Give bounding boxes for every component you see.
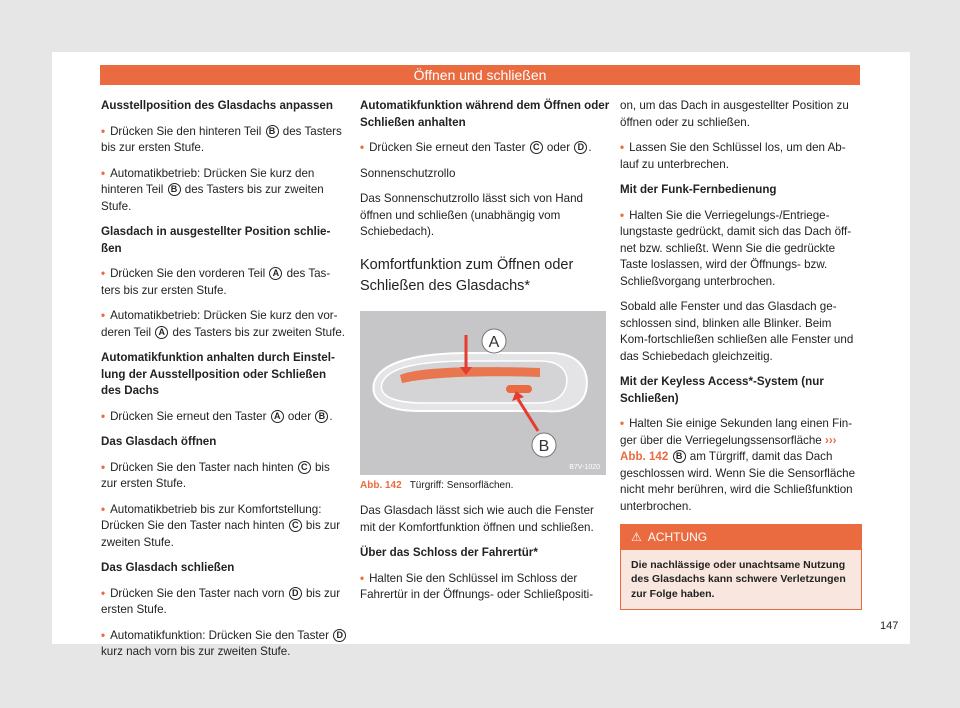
- bullet-item: • Drücken Sie den vorderen Teil A des Tas-ters bis zur ersten Stufe.: [101, 266, 349, 299]
- heading: Über das Schloss der Fahrertür*: [360, 546, 538, 559]
- badge-c: C: [530, 141, 543, 154]
- bullet-item: • Lassen Sie den Schlüssel los, um den Ab-lauf zu unterbrechen.: [620, 140, 862, 173]
- column-3: [620, 98, 862, 610]
- bullet-item: • Drücken Sie den hinteren Teil B des Tasters bis zur ersten Stufe.: [101, 124, 349, 157]
- bullet-item: • Drücken Sie erneut den Taster A oder B .: [101, 409, 349, 426]
- warning-header: ⚠ ACHTUNG: [621, 525, 861, 550]
- bullet-item: • Halten Sie die Verriegelungs-/Entriege-lungstaste gedrückt, damit sich das Dach öff-net bzw. schließt. Wenn Sie die gedrückte Taste loslassen, wird der Öffnungs- bzw. Schließvorgang unterbrochen.: [620, 208, 862, 291]
- page-number: 147: [880, 620, 899, 632]
- callout-b-label: B: [538, 437, 550, 455]
- bullet-item: • Drücken Sie den Taster nach vorn D bis zur ersten Stufe.: [101, 586, 349, 619]
- door-handle-figure: [360, 311, 606, 475]
- badge-b: B: [168, 183, 181, 196]
- badge-b: B: [315, 410, 328, 423]
- badge-b: B: [266, 125, 279, 138]
- heading: Sonnenschutzrollo: [360, 166, 456, 180]
- figure-code: B7V-1020: [569, 463, 600, 471]
- paragraph: Sobald alle Fenster und das Glasdach ge-schlossen sind, blinken alle Blinker. Beim Kom-fortschließen schließen alle Fenster und das Schiebedach gleichzeitig.: [620, 300, 854, 363]
- paragraph: Das Glasdach lässt sich wie auch die Fenster mit der Komfortfunktion öffnen und schließen.: [360, 504, 594, 534]
- badge-a: A: [269, 267, 282, 280]
- heading: Automatikfunktion anhalten durch Einstel-lung der Ausstellposition oder Schließen des Dachs: [101, 351, 335, 397]
- heading: Das Glasdach öffnen: [101, 435, 217, 448]
- heading: Glasdach in ausgestellter Position schlie-ßen: [101, 225, 331, 255]
- bullet-item: • Automatikbetrieb: Drücken Sie kurz den vor-deren Teil A des Tasters bis zur zweiten Stufe.: [101, 308, 349, 341]
- badge-a: A: [271, 410, 284, 423]
- badge-c: C: [289, 519, 302, 532]
- paragraph: Das Sonnenschutzrollo lässt sich von Hand öffnen und schließen (unabhängig vom Schiebedach).: [360, 192, 583, 238]
- bullet-item: • Drücken Sie den Taster nach hinten C bis zur ersten Stufe.: [101, 460, 349, 493]
- heading: Mit der Funk-Fernbedienung: [620, 183, 777, 196]
- paragraph: on, um das Dach in ausgestellter Position zu öffnen oder zu schließen.: [620, 99, 849, 129]
- heading: Das Glasdach schließen: [101, 561, 235, 574]
- heading: Automatikfunktion während dem Öffnen oder Schließen anhalten: [360, 99, 610, 129]
- warning-text: Die nachlässige oder unachtsame Nutzung des Glasdachs kann schwere Verletzungen zur Folge haben.: [621, 550, 861, 610]
- bullet-item: • Automatikfunktion: Drücken Sie den Taster D kurz nach vorn bis zur zweiten Stufe.: [101, 628, 349, 661]
- bullet-item: • Halten Sie einige Sekunden lang einen Fin-ger über die Verriegelungssensorfläche ››› Abb. 142 B am Türgriff, damit das Dach geschlossen wird. Wenn Sie die Sensorfläche nicht mehr berühren, wird die Schließfunktion unterbrochen.: [620, 416, 862, 515]
- heading: Mit der Keyless Access*-System (nur Schließen): [620, 375, 824, 405]
- column-2: [360, 98, 610, 613]
- badge-a: A: [155, 326, 168, 339]
- sensor-area-b: [506, 385, 532, 393]
- bullet-item: • Drücken Sie erneut den Taster C oder D .: [360, 140, 610, 157]
- callout-a-label: A: [488, 333, 500, 351]
- badge-c: C: [298, 461, 311, 474]
- section-title: Komfortfunktion zum Öffnen oder Schließen des Glasdachs*: [360, 256, 574, 294]
- page-header: Öffnen und schließen: [100, 65, 860, 85]
- warning-icon: ⚠: [631, 530, 642, 544]
- badge-d: D: [333, 629, 346, 642]
- badge-d: D: [289, 587, 302, 600]
- heading: Ausstellposition des Glasdachs anpassen: [101, 99, 333, 112]
- bullet-item: • Halten Sie den Schlüssel im Schloss der Fahrertür in der Öffnungs- oder Schließpositi-: [360, 571, 610, 604]
- warning-box: [620, 524, 862, 610]
- column-1: [101, 98, 349, 670]
- figure-caption: Abb. 142 Türgriff: Sensorflächen.: [360, 479, 514, 491]
- bullet-item: • Automatikbetrieb bis zur Komfortstellung: Drücken Sie den Taster nach hinten C bis zur zweiten Stufe.: [101, 502, 349, 552]
- door-handle-illustration: [360, 311, 606, 475]
- badge-b: B: [673, 450, 686, 463]
- figure-reference-link[interactable]: ››› Abb. 142: [620, 433, 837, 463]
- bullet-item: • Automatikbetrieb: Drücken Sie kurz den hinteren Teil B des Tasters bis zur zweiten Stufe.: [101, 166, 349, 216]
- badge-d: D: [574, 141, 587, 154]
